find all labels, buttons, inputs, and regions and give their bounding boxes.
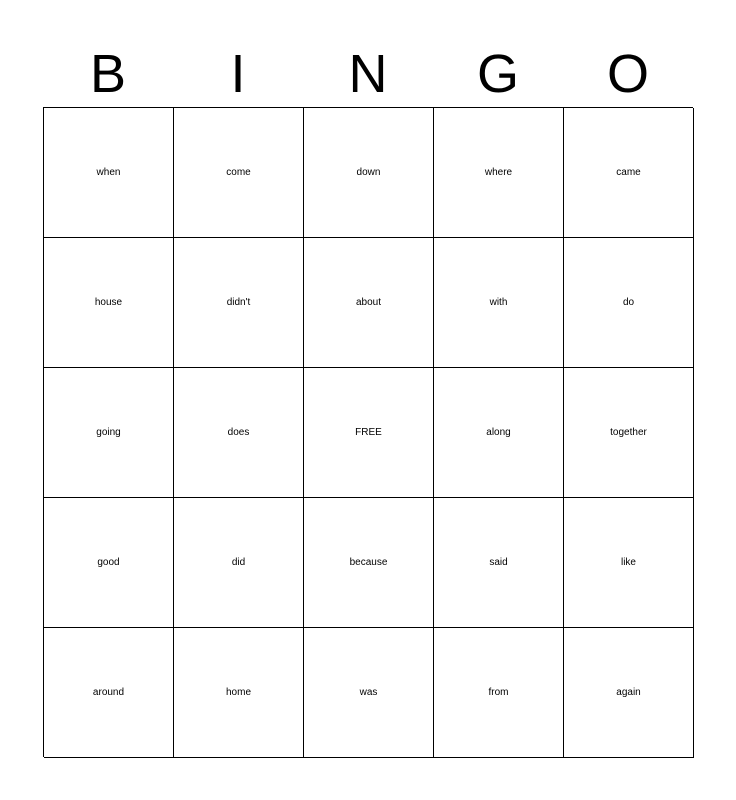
bingo-cell[interactable]: didn't <box>174 238 304 368</box>
bingo-board <box>43 107 693 757</box>
bingo-cell[interactable]: do <box>564 238 694 368</box>
bingo-cell[interactable]: together <box>564 368 694 498</box>
bingo-cell[interactable]: when <box>44 108 174 238</box>
bingo-cell[interactable]: going <box>44 368 174 498</box>
bingo-cell[interactable]: because <box>304 498 434 628</box>
bingo-cell[interactable]: along <box>434 368 564 498</box>
bingo-header <box>43 40 693 108</box>
bingo-cell[interactable]: come <box>174 108 304 238</box>
bingo-cell[interactable]: about <box>304 238 434 368</box>
bingo-cell[interactable]: does <box>174 368 304 498</box>
bingo-cell[interactable]: around <box>44 628 174 758</box>
header-letter-i: I <box>230 44 246 104</box>
bingo-cell[interactable]: again <box>564 628 694 758</box>
bingo-cell[interactable]: from <box>434 628 564 758</box>
bingo-cell[interactable]: said <box>434 498 564 628</box>
bingo-cell[interactable]: did <box>174 498 304 628</box>
bingo-cell[interactable]: was <box>304 628 434 758</box>
bingo-free-cell[interactable]: FREE <box>304 368 434 498</box>
bingo-cell[interactable]: where <box>434 108 564 238</box>
header-letter-g: G <box>476 44 519 104</box>
bingo-cell[interactable]: good <box>44 498 174 628</box>
bingo-cell[interactable]: with <box>434 238 564 368</box>
bingo-cell[interactable]: down <box>304 108 434 238</box>
bingo-cell[interactable]: house <box>44 238 174 368</box>
bingo-cell[interactable]: like <box>564 498 694 628</box>
header-letter-b: B <box>89 44 127 104</box>
bingo-cell[interactable]: home <box>174 628 304 758</box>
header-letter-n: N <box>348 44 388 104</box>
header-letter-o: O <box>606 44 649 104</box>
bingo-cell[interactable]: came <box>564 108 694 238</box>
